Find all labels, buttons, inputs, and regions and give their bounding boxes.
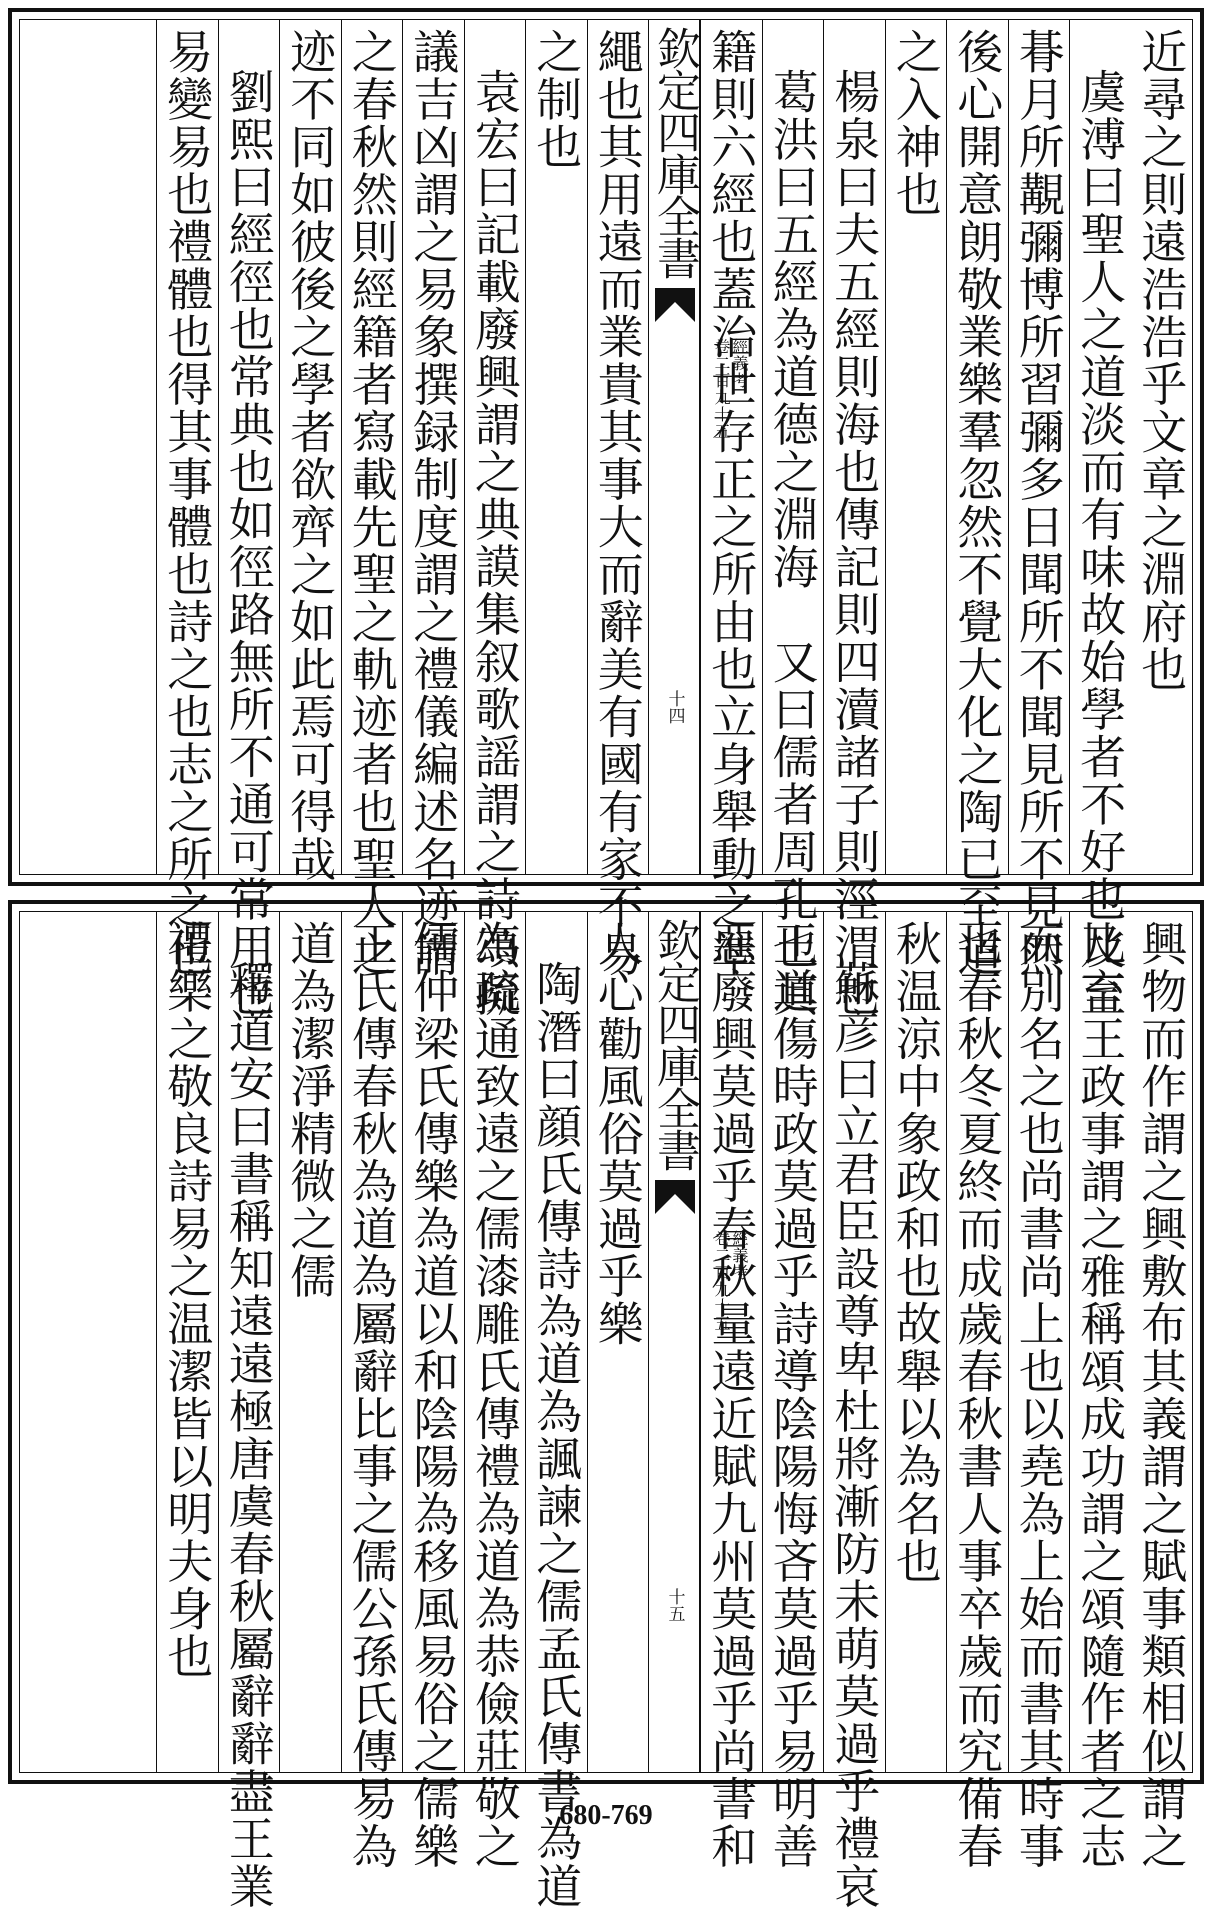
fishtail-mark-icon — [655, 1180, 695, 1214]
banxin-juan-number: 卷二百九十五 — [712, 1230, 731, 1332]
column-text: 蘇彦曰立君臣設尊卑杜將漸防未萌莫過乎禮哀 — [827, 960, 882, 1910]
text-column — [587, 912, 649, 1772]
column-text: 比言王政事謂之雅稱頌成功謂之頌隨作者之志 — [1073, 920, 1128, 1870]
text-column — [341, 912, 403, 1870]
text-column — [885, 20, 947, 874]
banxin-title: 欽定四庫全書 — [649, 918, 700, 1170]
text-column — [279, 20, 341, 883]
banxin-page-number: 十四 — [664, 690, 685, 724]
banxin-page-number: 十五 — [664, 1588, 685, 1622]
text-column — [823, 20, 885, 1018]
column-text: 虞溥曰聖人之道淡而有味故始學者不好也及至 — [1073, 68, 1128, 1018]
upper-page-frame — [19, 19, 1193, 1018]
text-column — [700, 20, 762, 978]
text-column — [156, 20, 218, 978]
text-column — [402, 20, 464, 978]
column-text: 道為潔淨精微之儒 — [283, 920, 338, 1300]
column-text: 袁宏曰記載廢興謂之典謨集叙歌謡謂之詩頌擬 — [467, 68, 522, 1018]
column-text: 籍則六經也蓋治世存正之所由也立身舉動之準 — [704, 28, 759, 978]
text-column — [823, 912, 885, 1910]
column-text: 釋道安曰書稱知遠遠極唐虞春秋屬辭辭盡王業 — [221, 960, 276, 1910]
text-column — [218, 912, 280, 1910]
text-column — [341, 20, 403, 978]
column-text: 劉熙曰經徑也常典也如徑路無所不通可常用也 — [221, 68, 276, 1018]
text-column — [587, 20, 649, 978]
column-text: 正氏傳春秋為道為屬辭比事之儒公孫氏傳易為 — [344, 920, 399, 1870]
column-text: 後心開意朗敬業樂羣忽然不覺大化之陶已至道 — [950, 28, 1005, 978]
column-text: 惡廢興莫過乎春秋量遠近賦九州莫過乎尚書和 — [704, 920, 759, 1870]
column-text: 繩也其用遠而業貴其事大而辭美有國有家不易 — [590, 28, 645, 978]
column-text: 儒仲梁氏傳樂為道以和陰陽為移風易俗之儒樂 — [406, 920, 461, 1870]
column-text: 葛洪曰五經為道德之淵海 又曰儒者周孔也其 — [765, 68, 820, 1018]
banxin-title: 欽定四庫全書 — [649, 26, 700, 278]
column-text: 楊泉曰夫五經則海也傳記則四瀆諸子則涇渭也 — [827, 68, 882, 1018]
column-text: 迹不同如彼後之學者欲齊之如此焉可得哉 — [283, 28, 338, 883]
text-column — [1008, 912, 1070, 1870]
text-column — [762, 20, 824, 1018]
column-text: 之春秋然則經籍者寫載先聖之軌迹者也聖人之 — [344, 28, 399, 978]
column-text: 興物而作謂之興敷布其義謂之賦事類相似謂之 — [1134, 920, 1189, 1870]
column-text: 為疏通致遠之儒漆雕氏傳禮為道為恭儉莊敬之 — [467, 920, 522, 1870]
fishtail-mark-icon — [655, 288, 695, 322]
column-text: 也春秋冬夏終而成歲春秋書人事卒歲而究備春 — [950, 920, 1005, 1870]
upper-page — [8, 8, 1204, 1018]
column-text: 朞月所覯彌博所習彌多日聞所不聞見所不見然 — [1011, 28, 1066, 978]
page-footer-number: 680-769 — [559, 1800, 653, 1831]
text-column — [885, 912, 947, 1772]
banxin-book-name: 經義考 — [730, 338, 749, 389]
text-column — [464, 912, 526, 1870]
text-column — [1069, 20, 1131, 1018]
text-column — [946, 20, 1008, 978]
text-column — [464, 20, 526, 1018]
column-text: 易變易也禮體也得其事體也詩之也志之所之也 — [160, 28, 215, 978]
column-text: 近尋之則遠浩浩乎文章之淵府也 — [1134, 28, 1189, 693]
text-column — [762, 912, 824, 1870]
text-column — [218, 20, 280, 1018]
column-text: 人心勸風俗莫過乎樂 — [590, 920, 645, 1348]
text-column — [1131, 912, 1193, 1870]
column-text: 而別名之也尚書尚上也以堯為上始而書其時事 — [1011, 920, 1066, 1870]
text-column — [1069, 912, 1131, 1870]
text-column — [1131, 20, 1193, 874]
column-text: 王道傷時政莫過乎詩導陰陽悔吝莫過乎易明善 — [765, 920, 820, 1870]
column-text: 議吉凶謂之易象撰録制度謂之禮儀編述名迹謂 — [406, 28, 461, 978]
text-column — [946, 912, 1008, 1870]
text-column — [279, 912, 341, 1772]
column-text: 禮樂之敬良詩易之温潔皆以明夫身也 — [160, 920, 215, 1680]
column-text: 陶潛曰顔氏傳詩為道為諷諫之儒孟氏傳書為道 — [529, 960, 584, 1910]
text-column — [525, 912, 587, 1910]
column-text: 之入神也 — [888, 28, 943, 218]
banxin-book-name: 經義考 — [730, 1230, 749, 1281]
text-column — [402, 912, 464, 1870]
column-text: 之制也 — [529, 28, 584, 171]
text-column — [700, 912, 762, 1870]
column-text: 秋温涼中象政和也故舉以為名也 — [888, 920, 943, 1585]
text-column — [525, 20, 587, 874]
banxin-juan-number: 卷二百九十五 — [712, 338, 731, 440]
text-column — [1008, 20, 1070, 978]
text-column — [156, 912, 218, 1772]
